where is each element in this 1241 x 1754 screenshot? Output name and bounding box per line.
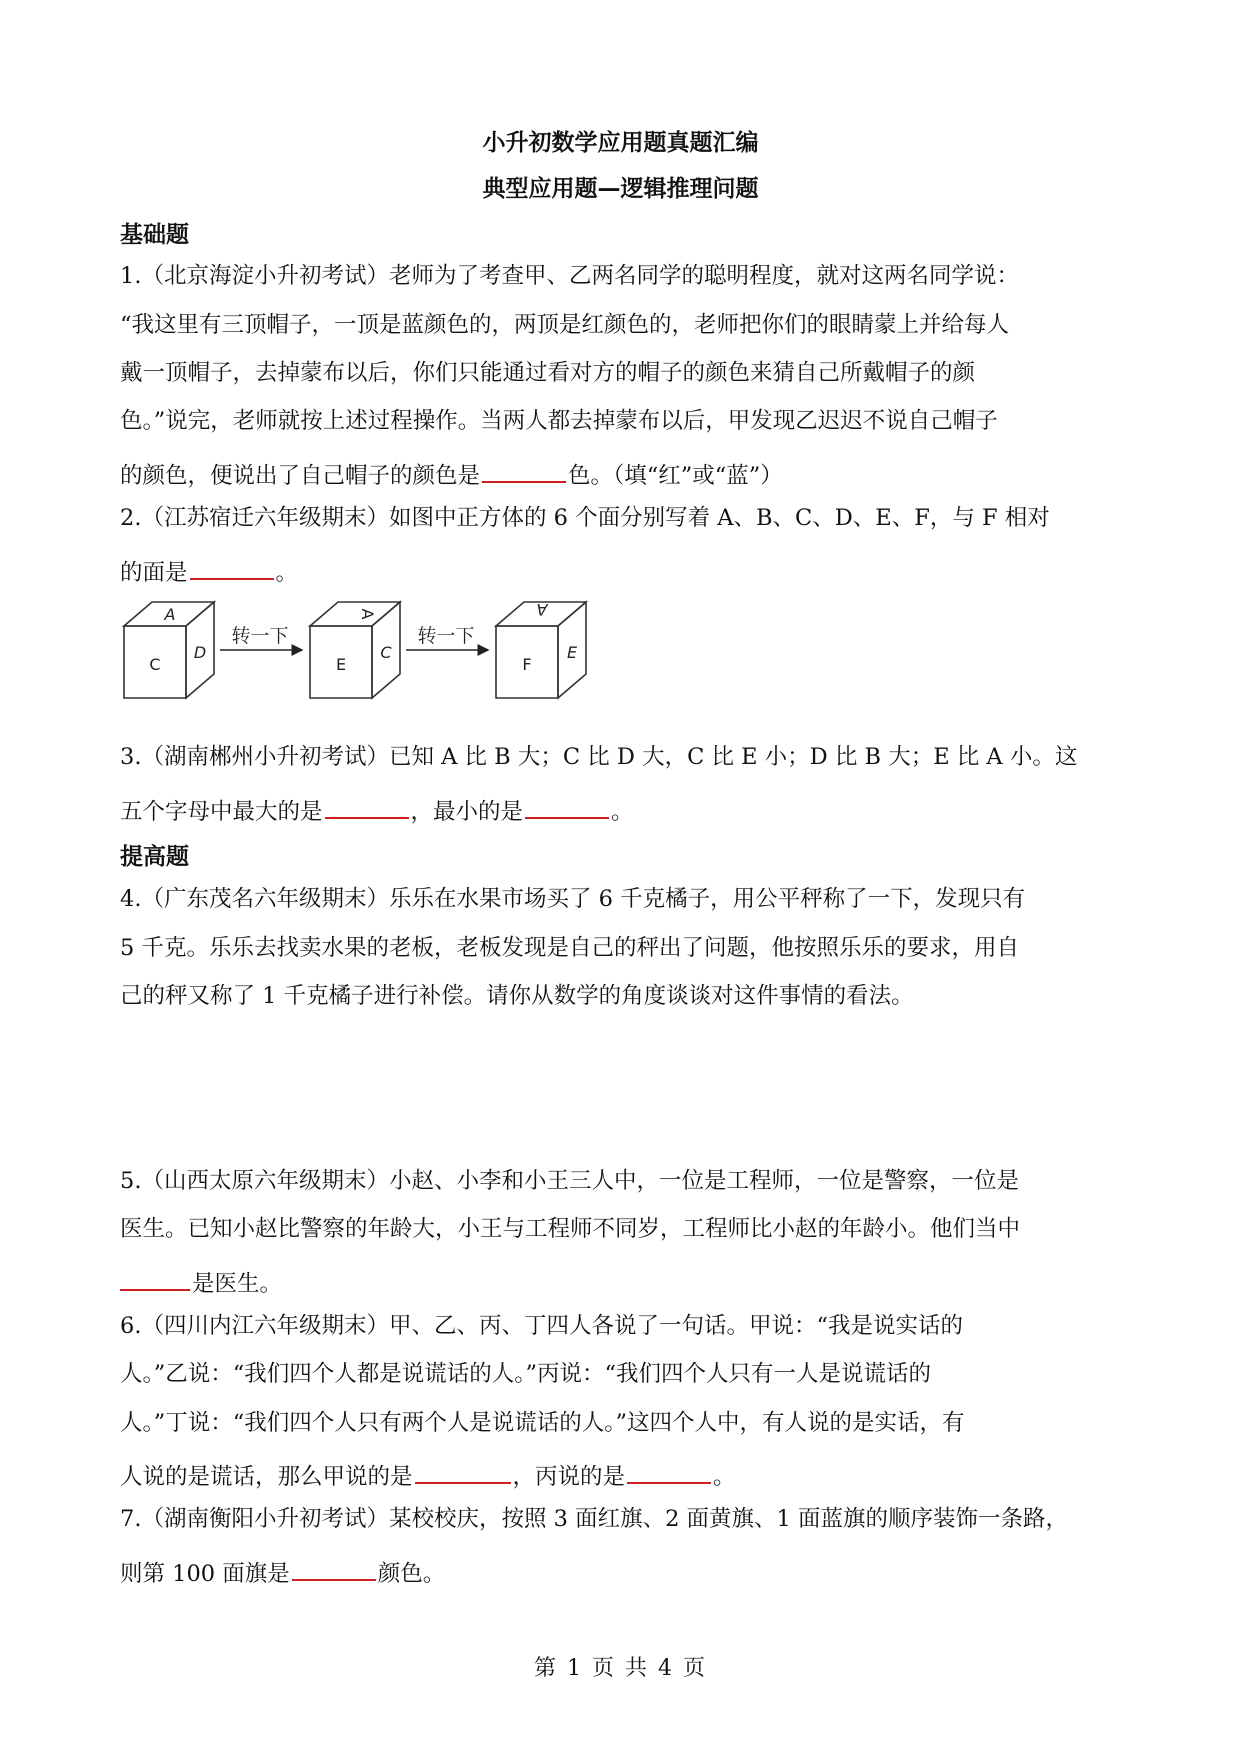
q5-line-3 bbox=[120, 1263, 1130, 1299]
q5-answer-blank[interactable] bbox=[120, 1263, 190, 1291]
q6-line-4 bbox=[120, 1456, 1130, 1492]
q6-text-c: 。 bbox=[713, 1464, 736, 1490]
q3-line-2 bbox=[120, 791, 1130, 827]
q4-line-1: 4.（广东茂名六年级期末）乐乐在水果市场买了 6 千克橘子，用公平秤称了一下，发现只有 bbox=[120, 886, 1026, 912]
q4-line-3: 己的秤又称了 1 千克橘子进行补偿。请你从数学的角度谈谈对这件事情的看法。 bbox=[120, 983, 914, 1009]
q2-text-b: 。 bbox=[275, 560, 299, 586]
cube2-front-label: E bbox=[335, 655, 347, 674]
q2-line-1: 2.（江苏宿迁六年级期末）如图中正方体的 6 个面分别写着 A、B、C、D、E、F，与 F 相对 bbox=[120, 505, 1050, 531]
cube3-front-label: F bbox=[522, 655, 532, 674]
q3-answer-blank-min[interactable] bbox=[525, 791, 609, 819]
cube3-right-label: E bbox=[566, 643, 578, 662]
section-basic-heading: 基础题 bbox=[120, 222, 189, 248]
q7-text-b: 颜色。 bbox=[377, 1561, 446, 1587]
q7-line-2 bbox=[120, 1553, 1130, 1589]
cube-rotation-figure bbox=[120, 596, 600, 706]
q6-line-2: 人。”乙说：“我们四个人都是说谎话的人。”丙说：“我们四个人只有一人是说谎话的 bbox=[120, 1361, 932, 1387]
q1-text-b: 色。（填“红”或“蓝”） bbox=[568, 463, 783, 489]
q1-answer-blank[interactable] bbox=[482, 455, 566, 483]
q1-line-3: 戴一顶帽子，去掉蒙布以后，你们只能通过看对方的帽子的颜色来猜自己所戴帽子的颜 bbox=[120, 360, 976, 386]
q6-answer-blank-bing[interactable] bbox=[627, 1456, 711, 1484]
cube1-top-label: A bbox=[164, 605, 176, 624]
q6-line-3: 人。”丁说：“我们四个人只有两个人是说谎话的人。”这四个人中，有人说的是实话，有 bbox=[120, 1410, 965, 1436]
q5-line-2: 医生。已知小赵比警察的年龄大，小王与工程师不同岁，工程师比小赵的年龄小。他们当中 bbox=[120, 1216, 1021, 1242]
q1-line-1: 1.（北京海淀小升初考试）老师为了考查甲、乙两名同学的聪明程度，就对这两名同学说： bbox=[120, 263, 1019, 289]
q6-line-1: 6.（四川内江六年级期末）甲、乙、丙、丁四人各说了一句话。甲说：“我是说实话的 bbox=[120, 1313, 963, 1339]
q5-text-b: 是医生。 bbox=[192, 1271, 283, 1297]
q4-answer-space[interactable] bbox=[120, 1030, 1120, 1160]
q2-line-2 bbox=[120, 552, 1130, 588]
q6-answer-blank-jia[interactable] bbox=[415, 1456, 511, 1484]
page-title: 小升初数学应用题真题汇编 bbox=[482, 130, 759, 156]
section-advanced-heading: 提高题 bbox=[120, 844, 189, 870]
q6-text-b: ，丙说的是 bbox=[512, 1464, 626, 1490]
q2-answer-blank[interactable] bbox=[190, 552, 274, 580]
cube2-top-label: A bbox=[358, 608, 377, 620]
page-number-footer: 第 1 页 共 4 页 bbox=[534, 1656, 707, 1681]
q2-text-a: 的面是 bbox=[120, 560, 188, 586]
q1-line-2: “我这里有三顶帽子，一顶是蓝颜色的，两顶是红颜色的，老师把你们的眼睛蒙上并给每人 bbox=[120, 312, 1010, 338]
cube1-front-label: C bbox=[149, 655, 161, 674]
q3-text-c: 。 bbox=[611, 799, 634, 825]
q3-text-b: ，最小的是 bbox=[410, 799, 524, 825]
cube1-right-label: D bbox=[193, 643, 207, 662]
q3-line-1: 3.（湖南郴州小升初考试）已知 A 比 B 大；C 比 D 大，C 比 E 小；D 比 B 大；E 比 A 小。这 bbox=[120, 744, 1078, 770]
q7-text-a: 则第 100 面旗是 bbox=[120, 1561, 290, 1587]
q5-line-1: 5.（山西太原六年级期末）小赵、小李和小王三人中，一位是工程师，一位是警察，一位是 bbox=[120, 1168, 1019, 1194]
q1-text-a: 的颜色，便说出了自己帽子的颜色是 bbox=[120, 463, 481, 489]
q3-answer-blank-max[interactable] bbox=[325, 791, 409, 819]
page-subtitle: 典型应用题—逻辑推理问题 bbox=[482, 176, 759, 202]
q6-text-a: 人说的是谎话，那么甲说的是 bbox=[120, 1464, 413, 1490]
q4-line-2: 5 千克。乐乐去找卖水果的老板，老板发现是自己的秤出了问题，他按照乐乐的要求，用自 bbox=[120, 935, 1019, 961]
arrow-label-2: 转一下 bbox=[417, 625, 475, 647]
q7-answer-blank[interactable] bbox=[292, 1553, 376, 1581]
q7-line-1: 7.（湖南衡阳小升初考试）某校校庆，按照 3 面红旗、2 面黄旗、1 面蓝旗的顺序装饰一条路， bbox=[120, 1506, 1069, 1532]
q1-line-4: 色。”说完，老师就按上述过程操作。当两人都去掉蒙布以后，甲发现乙迟迟不说自己帽子 bbox=[120, 408, 998, 434]
q3-text-a: 五个字母中最大的是 bbox=[120, 799, 323, 825]
cube2-right-label: C bbox=[380, 643, 392, 662]
cube3-top-label: A bbox=[536, 600, 548, 619]
arrow-label-1: 转一下 bbox=[231, 625, 289, 647]
q1-line-5 bbox=[120, 455, 1130, 491]
